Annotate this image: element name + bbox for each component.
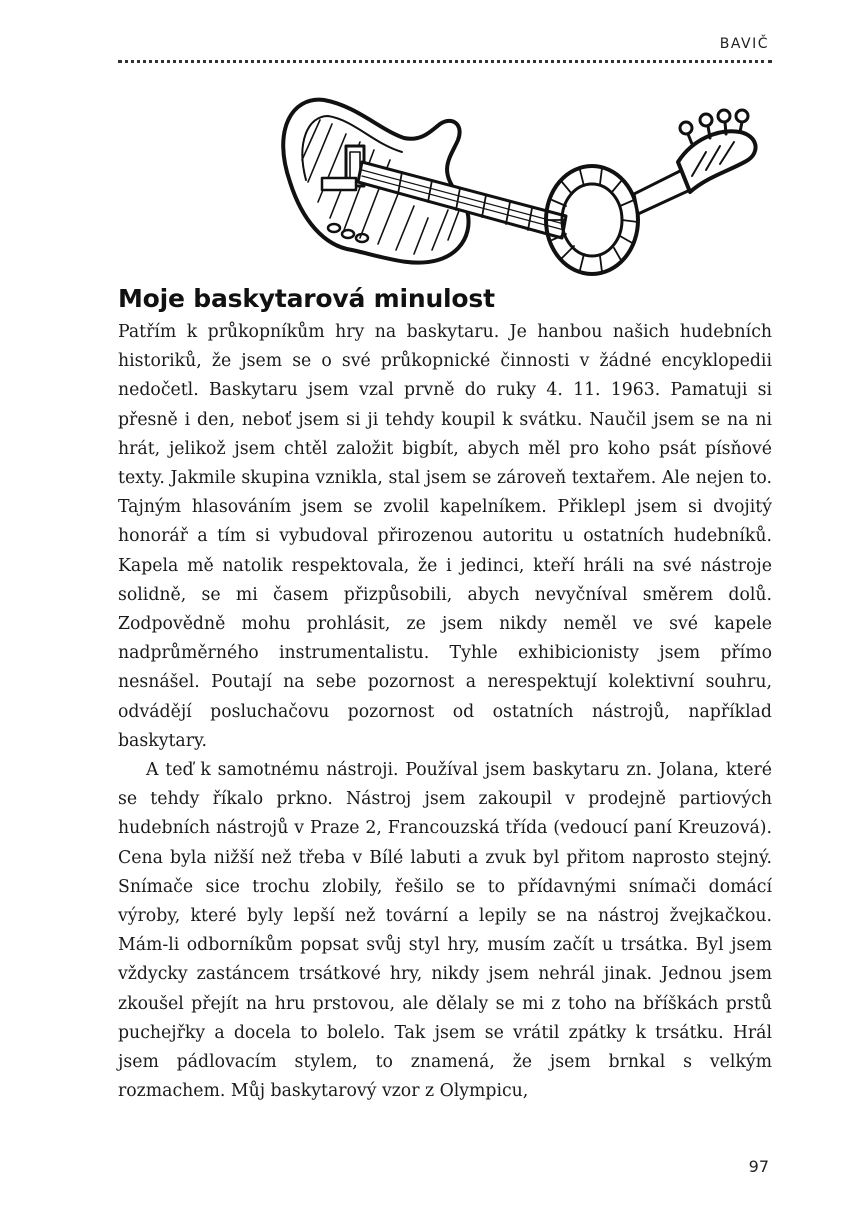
page-number: 97 [748,1157,769,1176]
header-divider [118,60,772,63]
section-heading: Moje baskytarová minulost [118,284,495,313]
running-head: BAVIČ [719,36,769,52]
paragraph: A teď k samotnému nástroji. Používal jsem baskytaru zn. Jolana, které se tehdy říkalo prkno. Nástroj jsem zakoupil v prodejně partiových hudebních nástrojů v Praze 2, Francouzská třída (vedoucí paní Kreuzová). Cena byla nižší než třeba v Bílé labuti a zvuk byl přitom naprosto stejný. Snímače sice trochu zlobily, řešilo se to přídavnými snímači domácí výroby, které byly lepší než tovární a lepily se na nástroj žvejkačkou. Mám-li odborníkům popsat svůj styl hry, musím začít u trsátka. Byl jsem vždycky zastáncem trsátkové hry, nikdy jsem nehrál jinak. Jednou jsem zkoušel přejít na hru prstovou, ale dělaly se mi z toho na bříškách prstů puchejřky a docela to bolelo. Tak jsem se vrátil zpátky k trsátku. Hrál jsem pádlovacím stylem, to znamená, že jsem brnkal s velkým rozmachem. Můj baskytarový vzor z Olympicu, [118,760,772,1102]
paragraph: Patřím k průkopníkům hry na baskytaru. Je hanbou našich hudebních historiků, že jsem se o své průkopnické činnosti v žádné encyklopedii nedočetl. Baskytaru jsem vzal prvně do ruky 4. 11. 1963. Pamatuji si přesně i den, neboť jsem si ji tehdy koupil k svátku. Naučil jsem se na ni hrát, jelikož jsem chtěl založit bigbít, abych měl pro koho psát písňové texty. Jakmile skupina vznikla, stal jsem se zároveň textařem. Ale nejen to. Tajným hlasováním jsem se zvolil kapelníkem. Přiklepl jsem si dvojitý honorář a tím si vybudoval přirozenou autoritu u ostatních hudebníků. Kapela mě natolik respektovala, že i jedinci, kteří hráli na své nástroje solidně, se mi časem přizpůsobili, abych nevyčníval směrem dolů. Zodpovědně mohu prohlásit, ze jsem nikdy neměl ve své kapele nadprůměrného instrumentalistu. Tyhle exhibicionisty jsem přímo nesnášel. Poutají na sebe pozornost a nerespektují kolektivní souhru, odvádějí posluchačovu pozornost od ostatních nástrojů, například baskytary. [118,322,772,751]
bass-guitar-illustration [262,90,762,290]
body-text [118,318,772,1106]
